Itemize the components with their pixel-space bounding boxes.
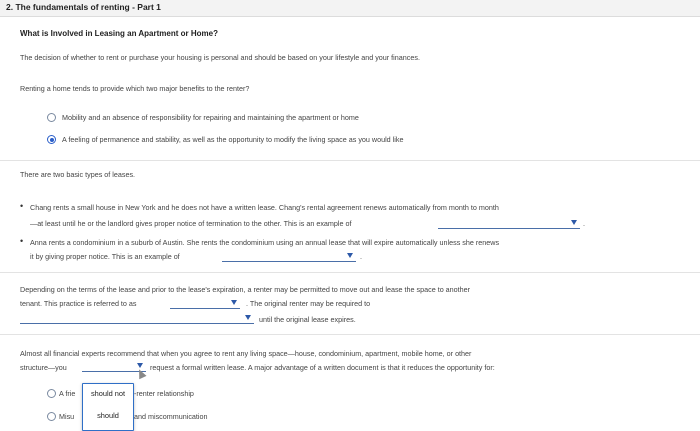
dropdown-option-should[interactable]: should bbox=[97, 411, 119, 420]
written-lease-line2b: request a formal written lease. A major advantage of a written document is that it reduces the opportunity for: bbox=[150, 363, 495, 372]
dropdown-arrow-icon bbox=[231, 300, 237, 305]
bullet-2-line2: it by giving proper notice. This is an example of bbox=[30, 252, 180, 261]
divider bbox=[0, 160, 700, 161]
sublease-line2b: . The original renter may be required to bbox=[246, 299, 371, 308]
radio-option-2-label[interactable]: A feeling of permanence and stability, as well as the opportunity to modify the living space as you would like bbox=[62, 135, 404, 144]
bullet-2-line1: Anna rents a condominium in a suburb of Austin. She rents the condominium using an annual lease that will expire automatically unless she renews bbox=[30, 238, 500, 247]
sublease-line2a: tenant. This practice is referred to as bbox=[20, 299, 137, 308]
lease-type-dropdown-2[interactable] bbox=[222, 252, 356, 262]
bullet-1-line2: —at least until he or the landlord gives proper notice of termination to the other. This is an example of bbox=[30, 219, 352, 228]
sublease-line3b: until the original lease expires. bbox=[259, 315, 356, 324]
radio-advantage-1[interactable] bbox=[47, 389, 56, 398]
radio-advantage-2[interactable] bbox=[47, 412, 56, 421]
radio-option-1[interactable] bbox=[47, 113, 56, 122]
question-text: Renting a home tends to provide which two major benefits to the renter? bbox=[20, 84, 250, 93]
bullet-dot: • bbox=[20, 201, 24, 211]
dropdown-menu[interactable] bbox=[82, 383, 134, 431]
written-lease-line1: Almost all financial experts recommend that when you agree to rent any living space—house, condominium, apartment, mobile home, or other bbox=[20, 349, 472, 358]
radio-advantage-1-label-start[interactable]: A frie bbox=[59, 389, 76, 398]
page-header bbox=[0, 0, 700, 17]
bullet-1-line1: Chang rents a small house in New York and he does not have a written lease. Chang's rental agreement renews automatically from month to month bbox=[30, 203, 499, 212]
radio-option-2[interactable] bbox=[47, 135, 56, 144]
radio-advantage-2-label-end[interactable]: and miscommunication bbox=[134, 412, 208, 421]
sublease-term-dropdown[interactable] bbox=[170, 299, 240, 309]
dropdown-arrow-icon bbox=[571, 220, 577, 225]
lease-type-dropdown-1[interactable] bbox=[438, 219, 580, 229]
dropdown-option-should-not[interactable]: should not bbox=[90, 389, 126, 398]
section-heading: What is Involved in Leasing an Apartment or Home? bbox=[20, 29, 218, 38]
dropdown-arrow-icon bbox=[347, 253, 353, 258]
written-lease-line2a: structure—you bbox=[20, 363, 67, 372]
sublease-line1: Depending on the terms of the lease and prior to the lease's expiration, a renter may be permitted to move out and lease the space to another bbox=[20, 285, 471, 294]
divider bbox=[0, 334, 700, 335]
radio-option-1-label[interactable]: Mobility and an absence of responsibility for repairing and maintaining the apartment or home bbox=[62, 113, 359, 122]
radio-advantage-1-label-end[interactable]: -renter relationship bbox=[134, 389, 194, 398]
renter-obligation-dropdown[interactable] bbox=[20, 314, 254, 324]
bullet-2-period: . bbox=[360, 252, 362, 261]
radio-advantage-2-label-start[interactable]: Misu bbox=[59, 412, 75, 421]
section-intro: The decision of whether to rent or purchase your housing is personal and should be based on your lifestyle and your finances. bbox=[20, 53, 420, 62]
page-title: 2. The fundamentals of renting - Part 1 bbox=[6, 2, 161, 12]
bullet-dot: • bbox=[20, 236, 24, 246]
bullet-1-period: . bbox=[583, 219, 585, 228]
lease-types-intro: There are two basic types of leases. bbox=[20, 170, 136, 179]
divider bbox=[0, 272, 700, 273]
dropdown-arrow-icon bbox=[245, 315, 251, 320]
